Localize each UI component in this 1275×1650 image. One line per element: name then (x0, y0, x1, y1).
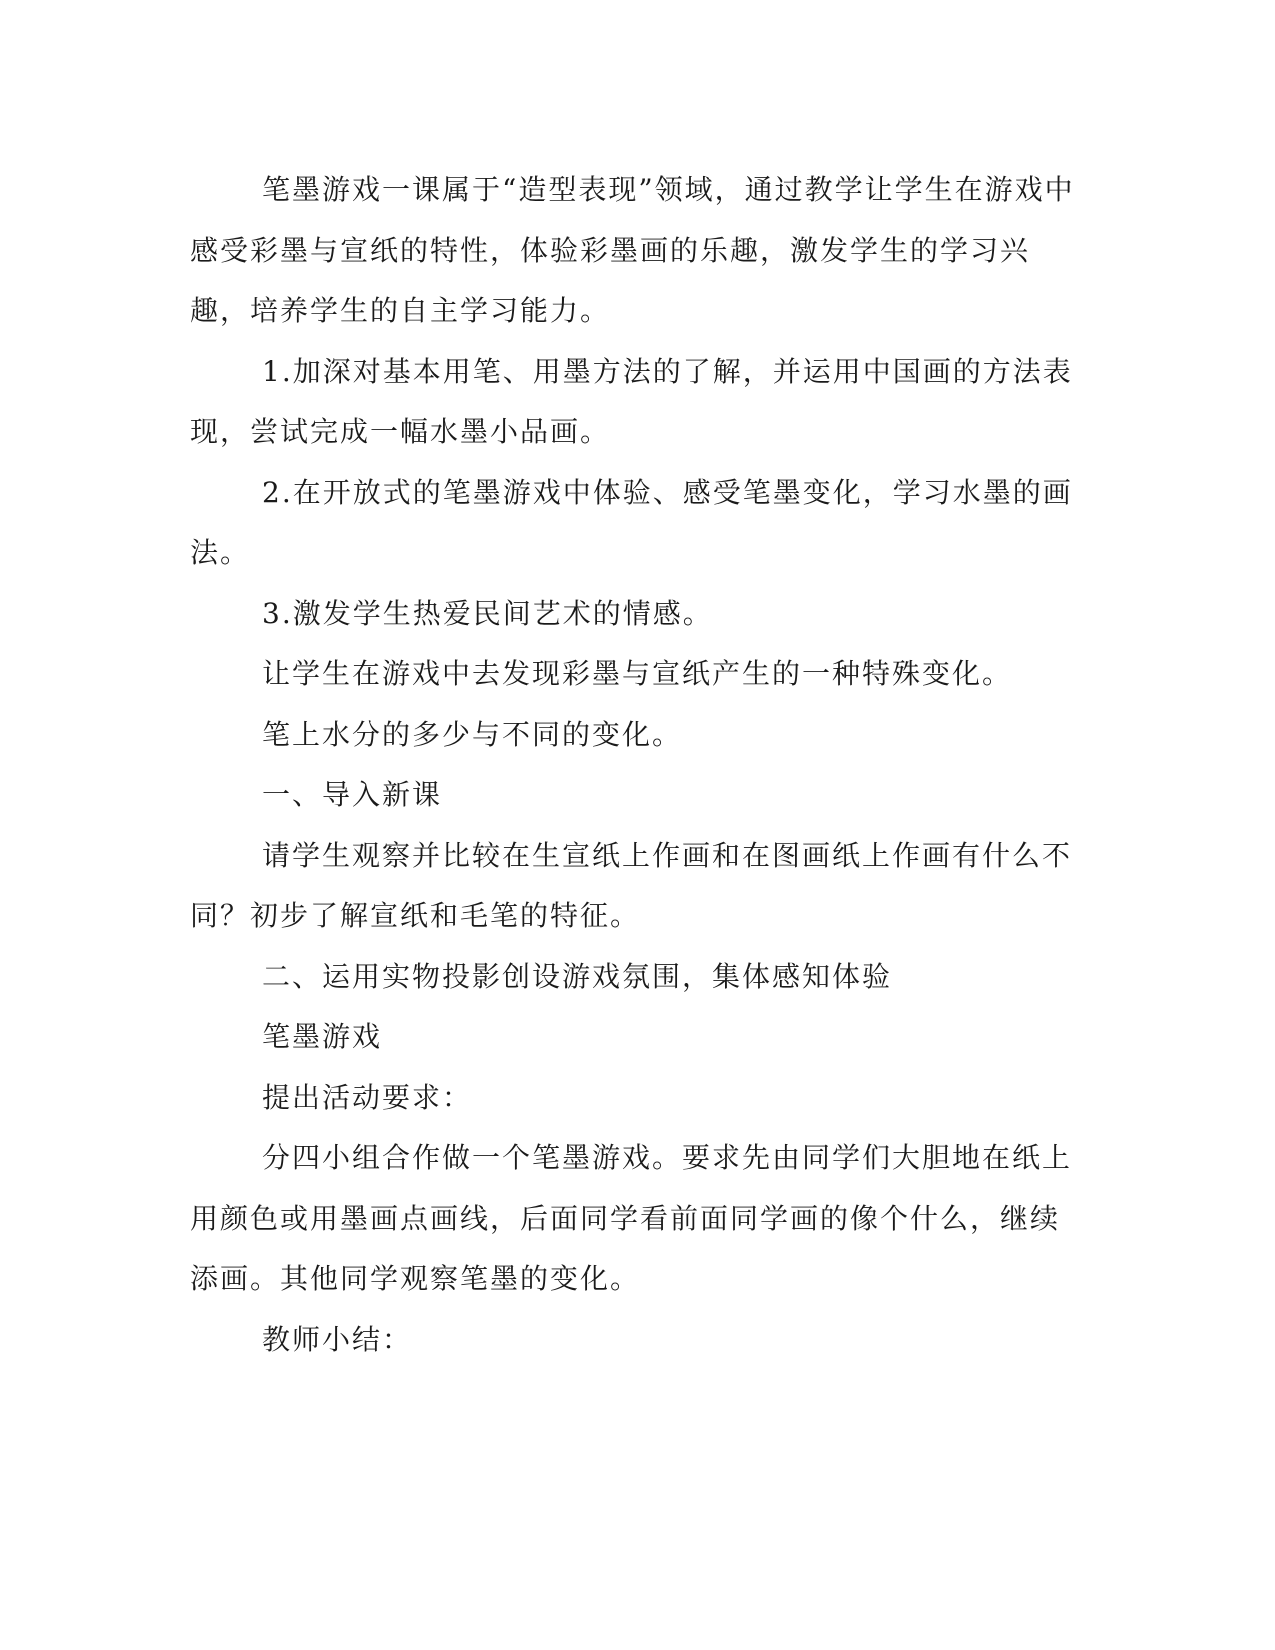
paragraph-goal-3: 3.激发学生热爱民间艺术的情感。 (262, 596, 713, 630)
paragraph-intro: 笔墨游戏一课属于“造型表现”领域，通过教学让学生在游戏中感受彩墨与宣纸的特性，体验彩墨画的乐趣，激发学生的学习兴趣，培养学生的自主学习能力。 (190, 173, 1075, 327)
document-body (190, 160, 1075, 1370)
paragraph-observe: 请学生观察并比较在生宣纸上作画和在图画纸上作画有什么不同？初步了解宣纸和毛笔的特征。 (190, 838, 1073, 932)
paragraph-game-title: 笔墨游戏 (262, 1020, 383, 1053)
paragraph-key-point: 让学生在游戏中去发现彩墨与宣纸产生的一种特殊变化。 (262, 657, 1013, 690)
paragraph-goal-2: 2.在开放式的笔墨游戏中体验、感受笔墨变化，学习水墨的画法。 (190, 475, 1073, 569)
paragraph-difficulty: 笔上水分的多少与不同的变化。 (262, 717, 683, 751)
section-heading-1: 一、导入新课 (262, 778, 443, 811)
paragraph-requirements: 分四小组合作做一个笔墨游戏。要求先由同学们大胆地在纸上用颜色或用墨画点画线，后面同学看前面同学画的像个什么，继续添画。其他同学观察笔墨的变化。 (190, 1141, 1073, 1295)
paragraph-requirements-label: 提出活动要求： (262, 1080, 473, 1114)
paragraph-goal-1: 1.加深对基本用笔、用墨方法的了解，并运用中国画的方法表现，尝试完成一幅水墨小品画。 (190, 354, 1073, 448)
section-heading-2: 二、运用实物投影创设游戏氛围，集体感知体验 (262, 959, 893, 993)
paragraph-summary-label: 教师小结： (262, 1322, 413, 1356)
